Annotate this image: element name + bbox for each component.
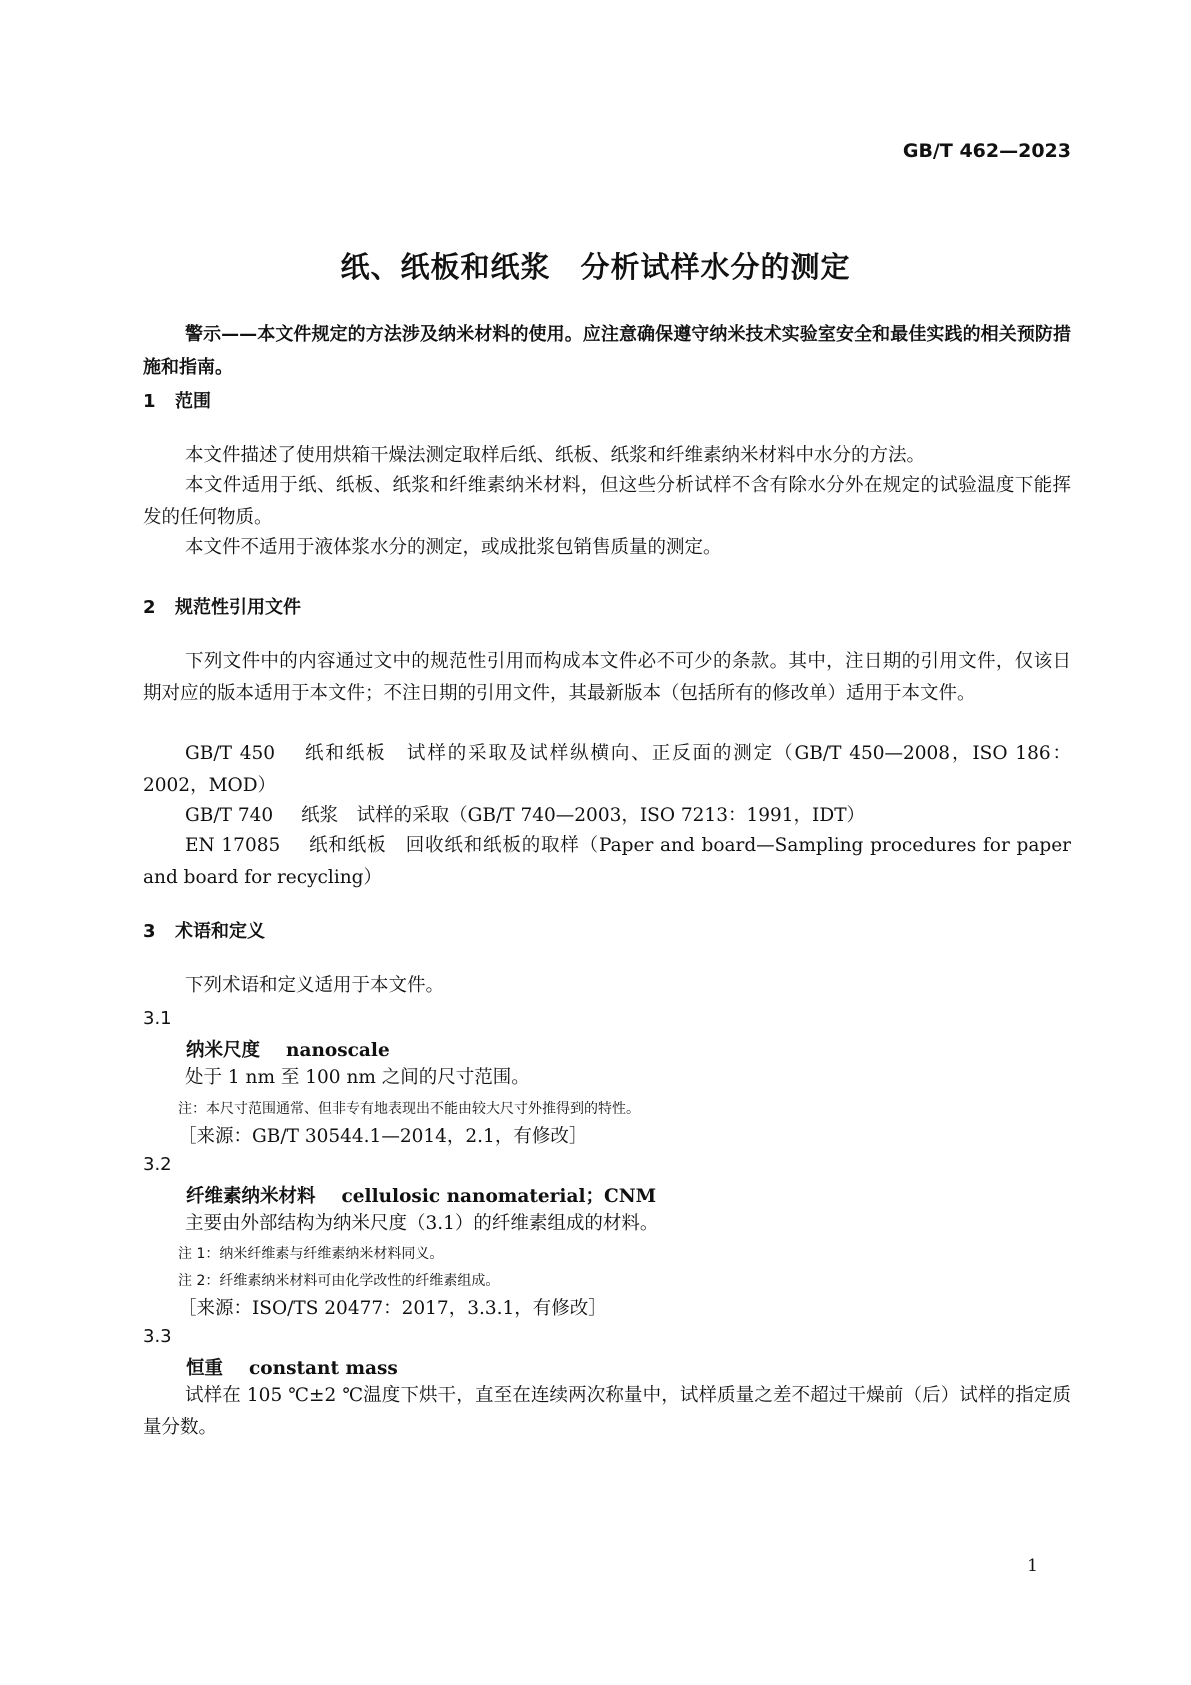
clause-number: 3.3 <box>143 1326 172 1347</box>
reference-item <box>143 800 1071 832</box>
section-2-heading <box>143 593 301 619</box>
section-number: 3 <box>143 921 156 942</box>
reference-text: 纸和纸板 试样的采取及试样纵横向、正反面的测定（GB/T 450—2008，ISO 186：2002，MOD） <box>143 743 1072 796</box>
note: 注 1：纳米纤维素与纤维素纳米材料同义。 <box>178 1246 444 1262</box>
reference-code: GB/T 740 <box>185 805 274 826</box>
paragraph: 下列术语和定义适用于本文件。 <box>185 975 445 996</box>
reference-text: 纸浆 试样的采取（GB/T 740—2003，ISO 7213：1991，IDT） <box>301 805 866 826</box>
reference-item <box>143 738 1071 802</box>
reference-item <box>143 830 1071 894</box>
section-number: 1 <box>143 391 156 412</box>
warning-paragraph: 警示——本文件规定的方法涉及纳米材料的使用。应注意确保遵守纳米技术实验室安全和最佳实践的相关预防措施和指南。 <box>143 324 1071 378</box>
section-1-heading <box>143 387 211 413</box>
section-title: 术语和定义 <box>175 921 265 942</box>
term-heading <box>186 1036 390 1062</box>
paragraph: 下列文件中的内容通过文中的规范性引用而构成本文件必不可少的条款。其中，注日期的引用文件，仅该日期对应的版本适用于本文件；不注日期的引用文件，其最新版本（包括所有的修改单）适用于本文件。 <box>143 651 1071 704</box>
term-zh: 恒重 <box>186 1358 224 1379</box>
paragraph: 本文件不适用于液体浆水分的测定，或成批浆包销售质量的测定。 <box>185 537 722 558</box>
note: 注 2：纤维素纳米材料可由化学改性的纤维素组成。 <box>178 1273 500 1289</box>
paragraph: 本文件适用于纸、纸板、纸浆和纤维素纳米材料，但这些分析试样不含有除水分外在规定的试验温度下能挥发的任何物质。 <box>143 475 1071 528</box>
page-number: 1 <box>1027 1556 1038 1576</box>
term-en: cellulosic nanomaterial；CNM <box>341 1186 657 1207</box>
section-3-heading <box>143 917 265 943</box>
clause-number: 3.1 <box>143 1008 172 1029</box>
reference-text: 纸和纸板 回收纸和纸板的取样（Paper and board—Sampling procedures for paper and board for recycling） <box>143 835 1071 888</box>
note: 注：本尺寸范围通常、但非专有地表现出不能由较大尺寸外推得到的特性。 <box>178 1101 640 1117</box>
reference-code: GB/T 450 <box>185 743 276 764</box>
term-definition: 主要由外部结构为纳米尺度（3.1）的纤维素组成的材料。 <box>185 1213 659 1234</box>
section-title: 范围 <box>175 391 211 412</box>
term-en: constant mass <box>249 1358 398 1379</box>
document-title: 纸、纸板和纸浆 分析试样水分的测定 <box>340 250 851 284</box>
term-heading <box>186 1182 656 1208</box>
term-heading <box>186 1354 398 1380</box>
term-definition: 处于 1 nm 至 100 nm 之间的尺寸范围。 <box>185 1067 530 1088</box>
clause-number: 3.2 <box>143 1154 172 1175</box>
section-number: 2 <box>143 597 156 618</box>
reference-code: EN 17085 <box>185 835 281 856</box>
term-definition: 试样在 105 ℃±2 ℃温度下烘干，直至在连续两次称量中，试样质量之差不超过干燥前（后）试样的指定质量分数。 <box>143 1385 1071 1438</box>
section-title: 规范性引用文件 <box>175 597 301 618</box>
term-en: nanoscale <box>286 1040 390 1061</box>
paragraph: 本文件描述了使用烘箱干燥法测定取样后纸、纸板、纸浆和纤维素纳米材料中水分的方法。 <box>185 445 926 466</box>
standard-number: GB/T 462—2023 <box>902 140 1071 162</box>
term-zh: 纤维素纳米材料 <box>186 1186 316 1207</box>
source: ［来源：GB/T 30544.1—2014，2.1，有修改］ <box>178 1126 588 1147</box>
source: ［来源：ISO/TS 20477：2017，3.3.1，有修改］ <box>178 1298 607 1319</box>
term-zh: 纳米尺度 <box>186 1040 261 1061</box>
